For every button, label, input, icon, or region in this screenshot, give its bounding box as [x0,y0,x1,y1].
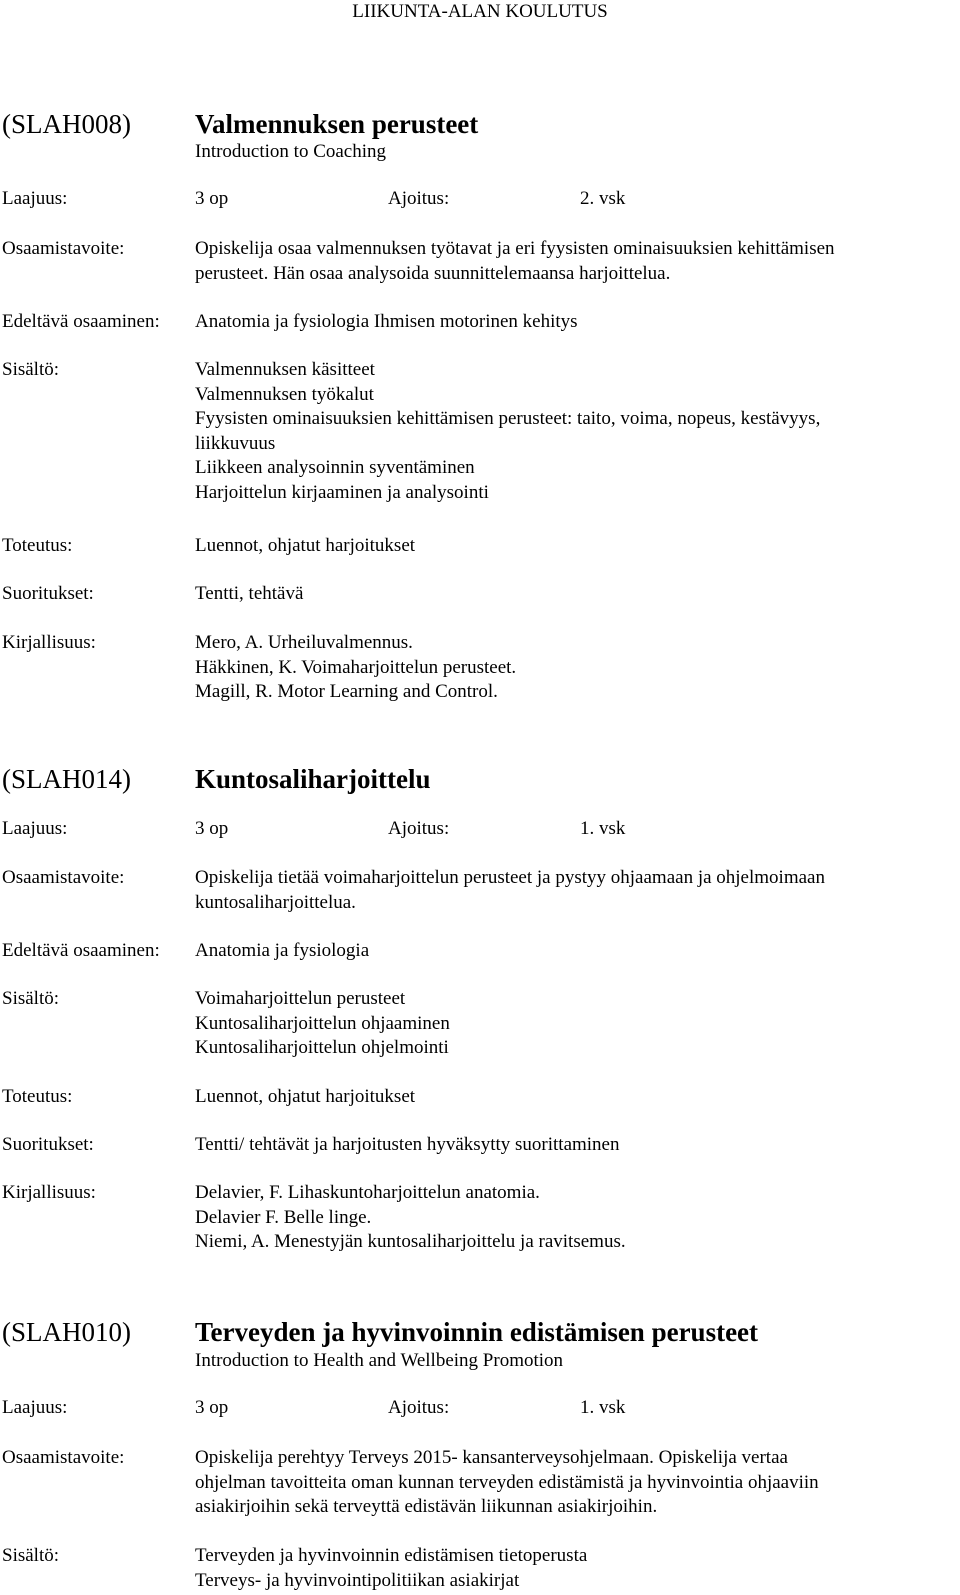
suoritukset-label: Suoritukset: [2,1134,94,1155]
osaamistavoite-text [195,866,825,915]
ajoitus-label: Ajoitus: [388,818,450,839]
course-code: (SLAH014) [2,764,131,794]
osaamistavoite-label: Osaamistavoite: [2,1447,125,1468]
toteutus-label: Toteutus: [2,535,73,556]
kirjallisuus-item: Delavier, F. Lihaskuntoharjoittelun anatomia. [195,1182,540,1203]
sisalto-label: Sisältö: [2,1545,60,1566]
edeltava-label: Edeltävä osaaminen: [2,311,160,332]
kirjallisuus-item: Mero, A. Urheiluvalmennus. [195,632,413,653]
kirjallisuus-item: Magill, R. Motor Learning and Control. [195,681,498,702]
osaamistavoite-line: kuntosaliharjoittelua. [195,891,356,913]
kirjallisuus-list [195,1181,626,1255]
kirjallisuus-label: Kirjallisuus: [2,632,96,653]
edeltava-label: Edeltävä osaaminen: [2,940,160,961]
laajuus-label: Laajuus: [2,818,68,839]
course-code: (SLAH008) [2,109,131,139]
sisalto-item: Terveyden ja hyvinvoinnin edistämisen tietoperusta [195,1545,588,1566]
osaamistavoite-line: Opiskelija perehtyy Terveys 2015- kansanterveysohjelmaan. Opiskelija vertaa [195,1447,788,1468]
edeltava-value: Anatomia ja fysiologia [195,940,370,961]
course-code: (SLAH010) [2,1317,131,1347]
ajoitus-label: Ajoitus: [388,1397,450,1418]
ajoitus-value: 1. vsk [580,818,626,839]
sisalto-item: Terveys- ja hyvinvointipolitiikan asiakirjat [195,1569,520,1591]
suoritukset-value: Tentti/ tehtävät ja harjoitusten hyväksytty suorittaminen [195,1134,620,1155]
ajoitus-label: Ajoitus: [388,188,450,209]
sisalto-item: Valmennuksen työkalut [195,383,374,405]
toteutus-value: Luennot, ohjatut harjoitukset [195,535,416,556]
suoritukset-value: Tentti, tehtävä [195,583,304,604]
edeltava-value: Anatomia ja fysiologia Ihmisen motorinen kehitys [195,311,578,332]
kirjallisuus-list [195,631,516,705]
sisalto-item: Voimaharjoittelun perusteet [195,988,406,1009]
osaamistavoite-line: perusteet. Hän osaa analysoida suunnittelemaansa harjoittelua. [195,262,671,284]
laajuus-value: 3 op [195,1397,229,1418]
sisalto-item: liikkuvuus [195,432,276,454]
course-title: Kuntosaliharjoittelu [195,764,431,794]
sisalto-label: Sisältö: [2,988,60,1009]
course-title: Terveyden ja hyvinvoinnin edistämisen perusteet [195,1317,759,1347]
sisalto-item: Valmennuksen käsitteet [195,359,375,380]
ajoitus-value: 1. vsk [580,1397,626,1418]
suoritukset-label: Suoritukset: [2,583,94,604]
sisalto-item: Kuntosaliharjoittelun ohjelmointi [195,1037,449,1058]
laajuus-label: Laajuus: [2,188,68,209]
course-subtitle: Introduction to Health and Wellbeing Promotion [195,1350,564,1371]
course-title: Valmennuksen perusteet [195,109,479,139]
osaamistavoite-text [195,1446,819,1520]
ajoitus-value: 2. vsk [580,188,626,209]
toteutus-value: Luennot, ohjatut harjoitukset [195,1086,416,1107]
osaamistavoite-label: Osaamistavoite: [2,867,125,888]
sisalto-item: Kuntosaliharjoittelun ohjaaminen [195,1012,450,1034]
sisalto-item: Harjoittelun kirjaaminen ja analysointi [195,481,489,503]
kirjallisuus-item: Delavier F. Belle linge. [195,1206,372,1228]
sisalto-item: Fyysisten ominaisuuksien kehittämisen perusteet: taito, voima, nopeus, kestävyys, [195,408,821,429]
laajuus-label: Laajuus: [2,1397,68,1418]
kirjallisuus-label: Kirjallisuus: [2,1182,96,1203]
osaamistavoite-line: Opiskelija tietää voimaharjoittelun perusteet ja pystyy ohjaamaan ja ohjelmoimaan [195,867,825,888]
osaamistavoite-line: Opiskelija osaa valmennuksen työtavat ja eri fyysisten ominaisuuksien kehittämisen [195,238,835,259]
osaamistavoite-label: Osaamistavoite: [2,238,125,259]
sisalto-label: Sisältö: [2,359,60,380]
sisalto-list [195,987,450,1061]
toteutus-label: Toteutus: [2,1086,73,1107]
course-subtitle: Introduction to Coaching [195,141,387,162]
sisalto-list [195,358,820,505]
page-header: LIIKUNTA-ALAN KOULUTUS [352,1,608,22]
osaamistavoite-line: asiakirjoihin sekä terveyttä edistävän liikunnan asiakirjoihin. [195,1496,658,1517]
osaamistavoite-text [195,237,835,286]
kirjallisuus-item: Häkkinen, K. Voimaharjoittelun perusteet. [195,656,517,678]
osaamistavoite-line: ohjelman tavoitteita oman kunnan terveyden edistämistä ja hyvinvointia ohjaaviin [195,1471,819,1493]
kirjallisuus-item: Niemi, A. Menestyjän kuntosaliharjoittelu ja ravitsemus. [195,1231,626,1252]
laajuus-value: 3 op [195,818,229,839]
sisalto-list [195,1544,587,1593]
laajuus-value: 3 op [195,188,229,209]
sisalto-item: Liikkeen analysoinnin syventäminen [195,457,475,478]
